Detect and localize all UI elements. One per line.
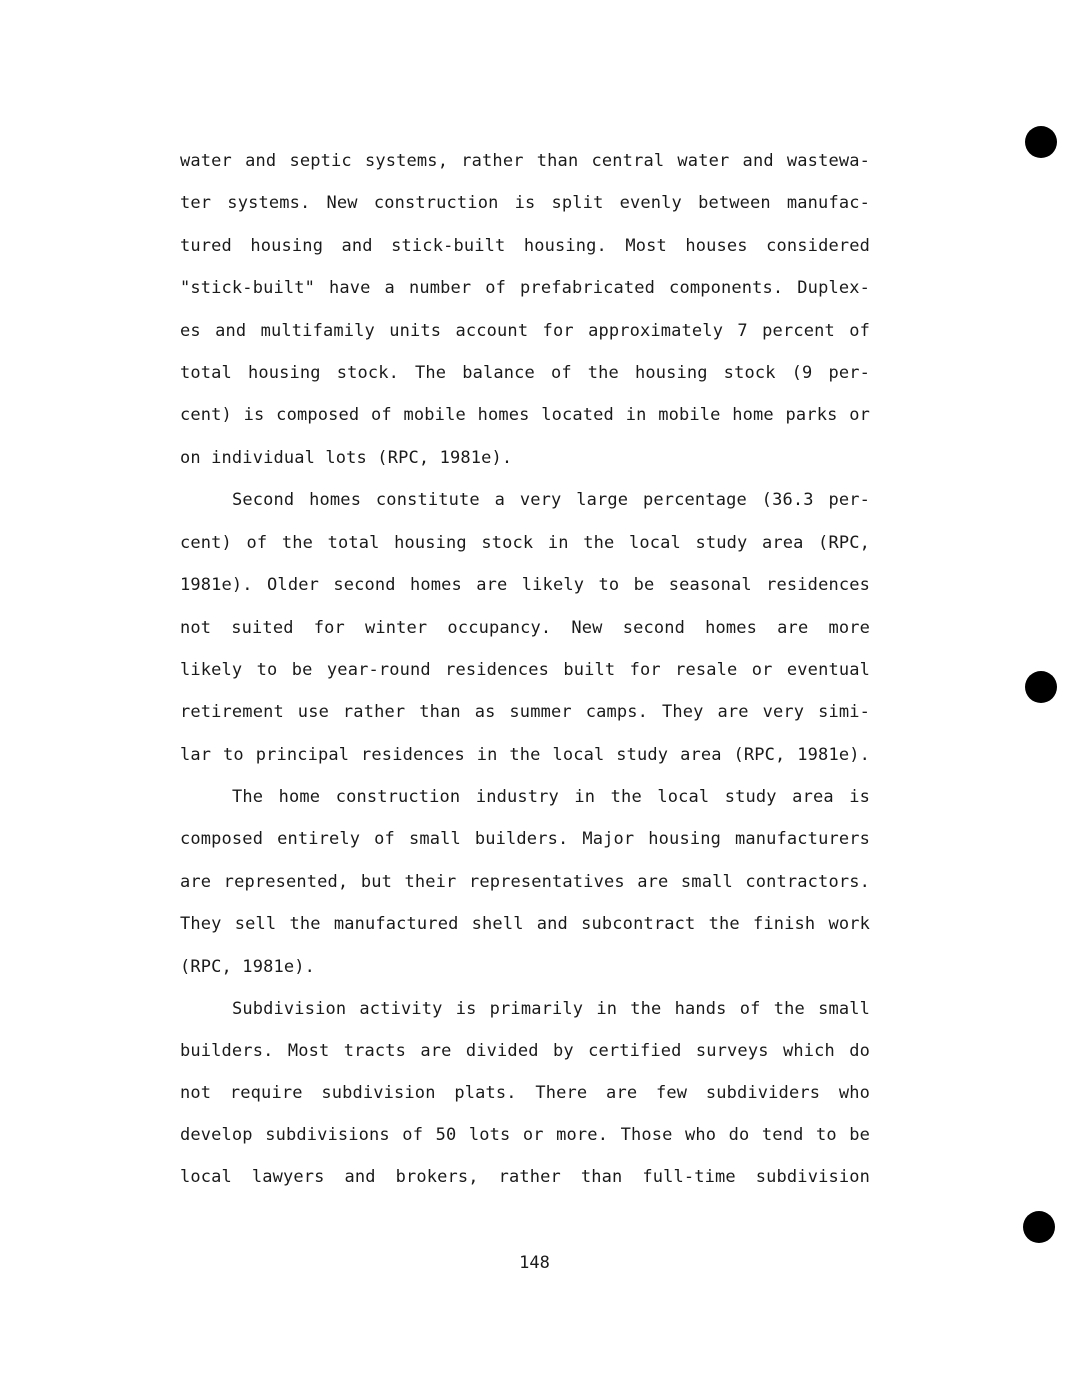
body-text-line: total housing stock. The balance of the housing stock (9 per-	[180, 363, 870, 383]
body-text-line: retirement use rather than as summer camps. They are very simi-	[180, 702, 870, 722]
body-text-line: Second homes constitute a very large percentage (36.3 per-	[232, 490, 870, 510]
body-text-line: tured housing and stick-built housing. Most houses considered	[180, 236, 870, 256]
body-text-line: composed entirely of small builders. Major housing manufacturers	[180, 829, 870, 849]
body-text-line: are represented, but their representatives are small contractors.	[180, 872, 870, 892]
body-text-line: 1981e). Older second homes are likely to be seasonal residences	[180, 575, 870, 595]
body-text-line: lar to principal residences in the local study area (RPC, 1981e).	[180, 745, 870, 765]
body-text-line: develop subdivisions of 50 lots or more. Those who do tend to be	[180, 1125, 870, 1145]
body-text-line: ter systems. New construction is split evenly between manufac-	[180, 193, 870, 213]
punch-hole-top	[1025, 126, 1057, 158]
punch-hole-bottom	[1023, 1211, 1055, 1243]
punch-hole-middle	[1025, 671, 1057, 703]
page-number: 148	[519, 1253, 550, 1273]
body-text-line: builders. Most tracts are divided by certified surveys which do	[180, 1041, 870, 1061]
body-text-line: not suited for winter occupancy. New second homes are more	[180, 618, 870, 638]
body-text-line: (RPC, 1981e).	[180, 957, 316, 977]
body-text-line: cent) of the total housing stock in the local study area (RPC,	[180, 533, 870, 553]
body-text-line: The home construction industry in the local study area is	[232, 787, 870, 807]
body-text-line: local lawyers and brokers, rather than full-time subdivision	[180, 1167, 870, 1187]
body-text-line: water and septic systems, rather than central water and wastewa-	[180, 151, 870, 171]
body-text-line: "stick-built" have a number of prefabricated components. Duplex-	[180, 278, 870, 298]
body-text-line: cent) is composed of mobile homes located in mobile home parks or	[180, 405, 870, 425]
body-text-line: not require subdivision plats. There are few subdividers who	[180, 1083, 870, 1103]
body-text-line: on individual lots (RPC, 1981e).	[180, 448, 513, 468]
body-text-line: They sell the manufactured shell and subcontract the finish work	[180, 914, 870, 934]
body-text-line: es and multifamily units account for approximately 7 percent of	[180, 321, 870, 341]
body-text-line: likely to be year-round residences built for resale or eventual	[180, 660, 870, 680]
body-text-line: Subdivision activity is primarily in the hands of the small	[232, 999, 870, 1019]
